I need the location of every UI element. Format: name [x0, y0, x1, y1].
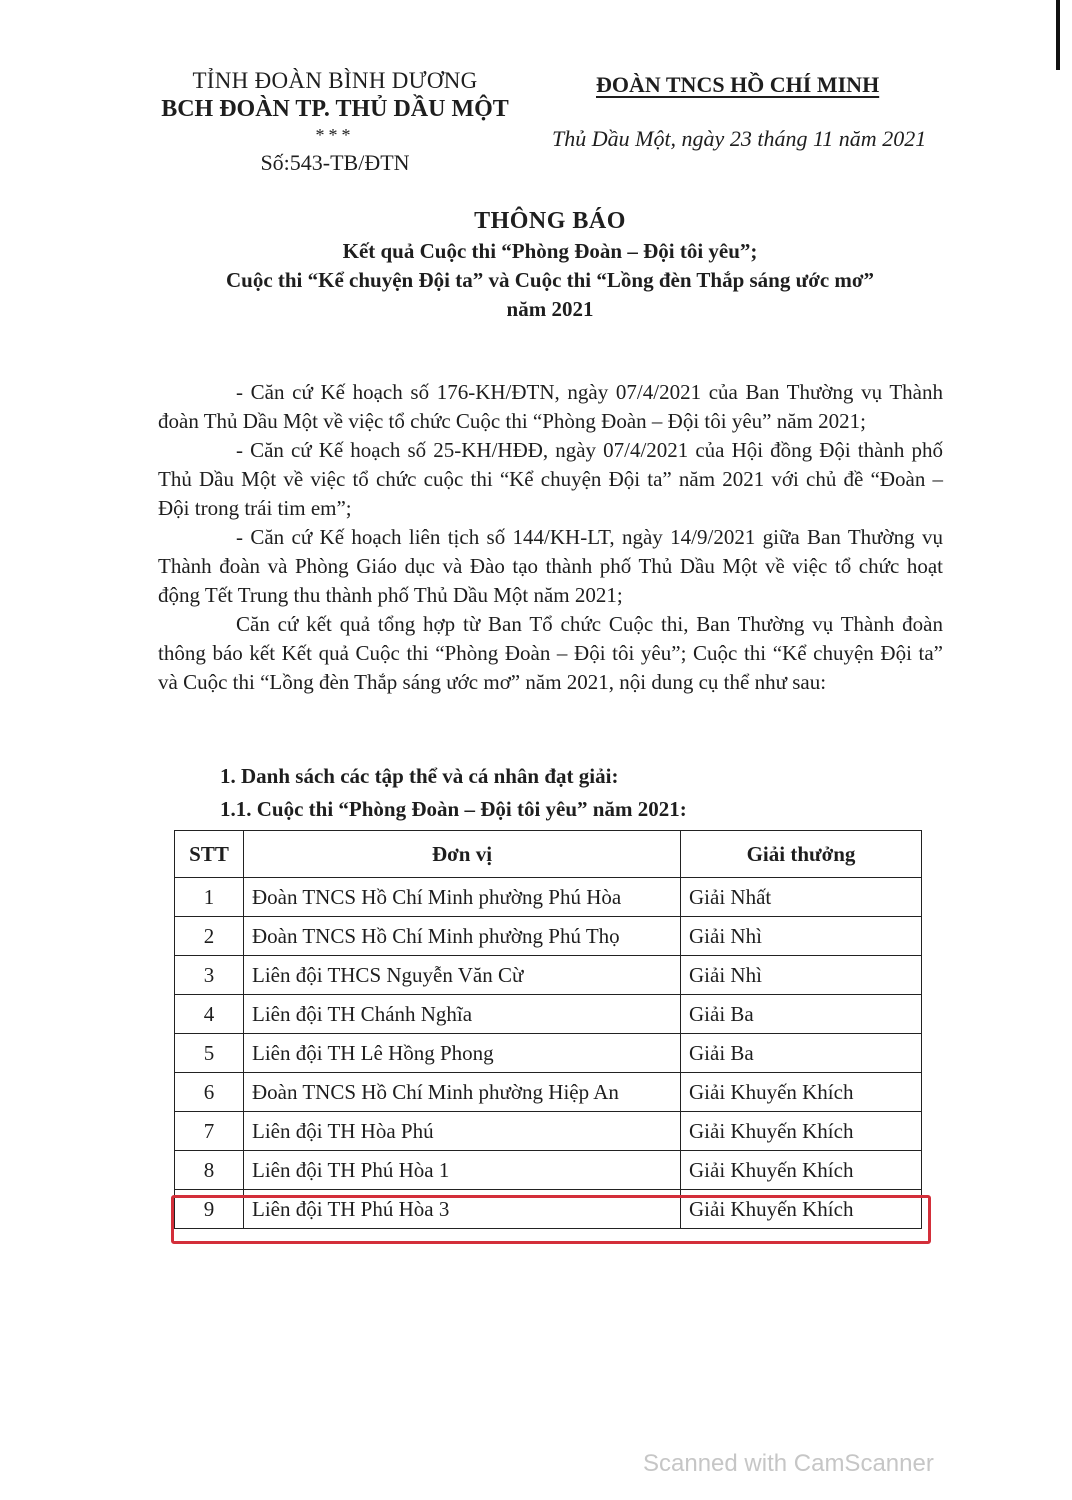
cell-stt: 7 [175, 1112, 244, 1151]
cell-prize: Giải Khuyến Khích [681, 1151, 922, 1190]
cell-unit: Đoàn TNCS Hồ Chí Minh phường Phú Hòa [244, 878, 681, 917]
scanner-watermark: Scanned with CamScanner [643, 1450, 934, 1477]
cell-unit: Liên đội TH Lê Hồng Phong [244, 1034, 681, 1073]
table-row [175, 1112, 922, 1151]
section-heading-1: 1. Danh sách các tập thể và cá nhân đạt giải: [220, 764, 619, 788]
cell-unit: Liên đội TH Chánh Nghĩa [244, 995, 681, 1034]
org-right: ĐOÀN TNCS HỒ CHÍ MINH [596, 72, 880, 97]
doc-number: Số:543-TB/ĐTN [260, 150, 410, 175]
cell-stt: 3 [175, 956, 244, 995]
body-text [158, 378, 943, 697]
table-row [175, 995, 922, 1034]
cell-unit: Liên đội THCS Nguyễn Văn Cừ [244, 956, 681, 995]
header-stt: STT [175, 831, 244, 878]
cell-prize: Giải Ba [681, 995, 922, 1034]
cell-stt: 8 [175, 1151, 244, 1190]
org-city: BCH ĐOÀN TP. THỦ DẦU MỘT [161, 96, 509, 122]
table-row [175, 1151, 922, 1190]
cell-stt: 6 [175, 1073, 244, 1112]
cell-prize: Giải Nhì [681, 917, 922, 956]
awards-table [174, 830, 922, 1229]
stars-divider: *** [315, 125, 355, 145]
cell-prize: Giải Khuyến Khích [681, 1190, 922, 1229]
table-row [175, 1073, 922, 1112]
document-title [140, 208, 960, 322]
cell-unit: Đoàn TNCS Hồ Chí Minh phường Phú Thọ [244, 917, 681, 956]
title-line-3: Cuộc thi “Kể chuyện Đội ta” và Cuộc thi “Lồng đèn Thắp sáng ước mơ” [225, 268, 875, 292]
cell-unit: Liên đội TH Phú Hòa 1 [244, 1151, 681, 1190]
date-line: Thủ Dầu Một, ngày 23 tháng 11 năm 2021 [552, 126, 927, 151]
title-main: THÔNG BÁO [474, 208, 626, 234]
header-left [160, 68, 510, 176]
table-header-row [175, 831, 922, 878]
scan-edge-mark [1056, 0, 1060, 70]
table-row [175, 917, 922, 956]
table-row [175, 878, 922, 917]
paragraph-4: Căn cứ kết quả tổng hợp từ Ban Tổ chức Cuộc thi, Ban Thường vụ Thành đoàn thông báo kết Kết quả Cuộc thi “Phòng Đoàn – Đội tôi yêu”; Cuộc thi “Kể chuyện Đội ta” và Cuộc thi “Lồng đèn Thắp sáng ước mơ” năm 2021, nội dung cụ thể như sau: [158, 612, 943, 694]
cell-prize: Giải Nhất [681, 878, 922, 917]
cell-stt: 9 [175, 1190, 244, 1229]
org-province: TỈNH ĐOÀN BÌNH DƯƠNG [192, 68, 478, 93]
paragraph-3: - Căn cứ Kế hoạch liên tịch số 144/KH-LT, ngày 14/9/2021 giữa Ban Thường vụ Thành đoàn và Phòng Giáo dục và Đào tạo thành phố Thủ Dầu Một về việc tổ chức hoạt động Tết Trung thu thành phố Thủ Dầu Một năm 2021; [158, 525, 943, 607]
cell-stt: 5 [175, 1034, 244, 1073]
cell-unit: Liên đội TH Phú Hòa 3 [244, 1190, 681, 1229]
cell-prize: Giải Khuyến Khích [681, 1073, 922, 1112]
title-line-2: Kết quả Cuộc thi “Phòng Đoàn – Đội tôi yêu”; [342, 239, 758, 263]
paragraph-1: - Căn cứ Kế hoạch số 176-KH/ĐTN, ngày 07/4/2021 của Ban Thường vụ Thành đoàn Thủ Dầu Một về việc tổ chức Cuộc thi “Phòng Đoàn – Đội tôi yêu” năm 2021; [158, 380, 943, 433]
paragraph-2: - Căn cứ Kế hoạch số 25-KH/HĐĐ, ngày 07/4/2021 của Hội đồng Đội thành phố Thủ Dầu Một về việc tổ chức cuộc thi “Kể chuyện Đội ta” năm 2021 với chủ đề “Đoàn – Đội trong trái tim em”; [158, 438, 943, 520]
header-unit: Đơn vị [244, 831, 681, 878]
title-line-4: năm 2021 [506, 297, 594, 321]
table-row [175, 1034, 922, 1073]
table-row [175, 956, 922, 995]
cell-unit: Đoàn TNCS Hồ Chí Minh phường Hiệp An [244, 1073, 681, 1112]
cell-unit: Liên đội TH Hòa Phú [244, 1112, 681, 1151]
cell-stt: 4 [175, 995, 244, 1034]
header-prize: Giải thưởng [681, 831, 922, 878]
cell-prize: Giải Nhì [681, 956, 922, 995]
cell-stt: 2 [175, 917, 244, 956]
table-row-highlighted [175, 1190, 922, 1229]
section-heading-1-1: 1.1. Cuộc thi “Phòng Đoàn – Đội tôi yêu” năm 2021: [220, 797, 687, 821]
cell-prize: Giải Khuyến Khích [681, 1112, 922, 1151]
cell-prize: Giải Ba [681, 1034, 922, 1073]
cell-stt: 1 [175, 878, 244, 917]
